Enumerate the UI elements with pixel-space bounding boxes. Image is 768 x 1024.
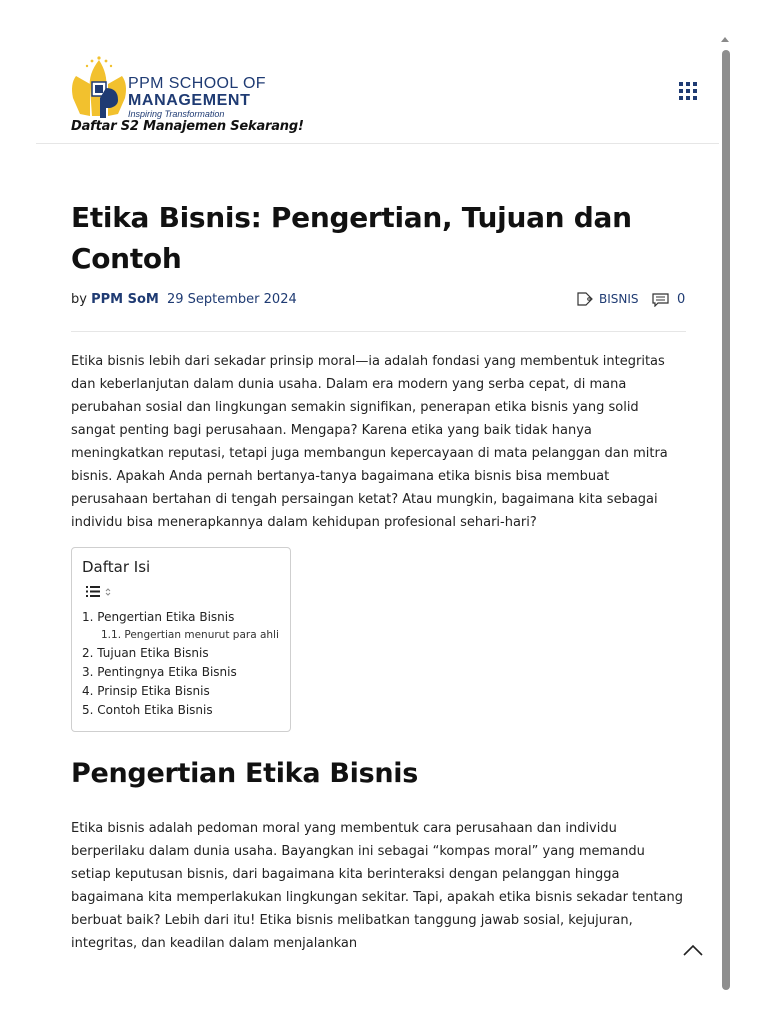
ppm-logo-mark — [70, 54, 128, 120]
table-of-contents — [71, 547, 291, 732]
logo-line-1: PPM SCHOOL OF — [128, 75, 266, 92]
intro-paragraph: Etika bisnis lebih dari sekadar prinsip moral—ia adalah fondasi yang membentuk integritas dan keberlanjutan dalam dunia usaha. Dalam era modern yang serba cepat, di mana perubahan sosial dan lingkungan semakin signifikan, penerapan etika bisnis yang solid sangat penting bagi perusahaan. Mengapa? Karena etika yang baik tidak hanya meningkatkan reputasi, tetapi juga membangun kepercayaan di mata pelanggan dan mitra bisnis. Apakah Anda pernah bertanya-tanya bagaimana etika bisnis bisa membuat perusahaan bertahan di tengah persaingan ketat? Atau mungkin, bagaimana kita sebagai individu bisa menerapkannya dalam kehidupan profesional sehari-hari? — [71, 354, 668, 530]
toc-item[interactable]: 2. Tujuan Etika Bisnis — [82, 646, 209, 660]
site-header — [36, 44, 719, 144]
comments-link[interactable] — [652, 292, 685, 307]
back-to-top-icon[interactable] — [682, 941, 704, 959]
toc-subitem[interactable]: 1.1. Pengertian menurut para ahli — [101, 629, 279, 641]
toc-item[interactable]: 3. Pentingnya Etika Bisnis — [82, 665, 237, 679]
logo-line-2: MANAGEMENT — [128, 92, 251, 109]
category-label: BISNIS — [599, 292, 639, 306]
list-icon — [86, 586, 100, 597]
scrollbar-thumb[interactable] — [722, 50, 730, 990]
register-cta-link[interactable]: Daftar S2 Manajemen Sekarang! — [71, 119, 304, 134]
toc-title: Daftar Isi — [82, 558, 151, 576]
author-link[interactable]: PPM SoM — [91, 292, 159, 307]
toc-item[interactable]: 5. Contoh Etika Bisnis — [82, 703, 213, 717]
section-paragraph: Etika bisnis adalah pedoman moral yang membentuk cara perusahaan dan individu berperilaku dalam dunia usaha. Bayangkan ini sebagai “kompas moral” yang memandu setiap keputusan bisnis, dari bagaimana kita berinteraksi dengan pelanggan hingga bagaimana kita memperlakukan lingkungan sekitar. Tapi, apakah etika bisnis sekadar tentang berbuat baik? Lebih dari itu! Etika bisnis melibatkan tanggung jawab sosial, kejujuran, integritas, dan keadilan dalam menjalankan — [71, 821, 683, 951]
tag-icon — [577, 292, 593, 306]
category-tag[interactable] — [577, 292, 639, 306]
logo-tagline: Inspiring Transformation — [128, 109, 225, 119]
toc-item[interactable]: 1. Pengertian Etika Bisnis — [82, 610, 235, 624]
toggle-arrows-icon — [104, 587, 112, 597]
comment-icon — [652, 293, 669, 307]
by-label: by — [71, 292, 87, 307]
logo-text — [128, 76, 266, 119]
section-heading: Pengertian Etika Bisnis — [71, 758, 419, 789]
toc-item[interactable]: 4. Prinsip Etika Bisnis — [82, 684, 210, 698]
comment-count: 0 — [677, 292, 686, 307]
toc-list — [82, 608, 282, 720]
scroll-up-arrow-icon[interactable] — [721, 37, 729, 42]
post-date-link[interactable]: 29 September 2024 — [167, 292, 297, 307]
article-meta — [71, 292, 686, 312]
toc-toggle[interactable] — [86, 586, 112, 597]
byline — [71, 292, 159, 307]
grid-menu-icon[interactable] — [679, 82, 697, 99]
site-logo[interactable] — [70, 54, 280, 120]
meta-divider — [71, 331, 686, 332]
article-title: Etika Bisnis: Pengertian, Tujuan dan Contoh — [71, 201, 632, 275]
